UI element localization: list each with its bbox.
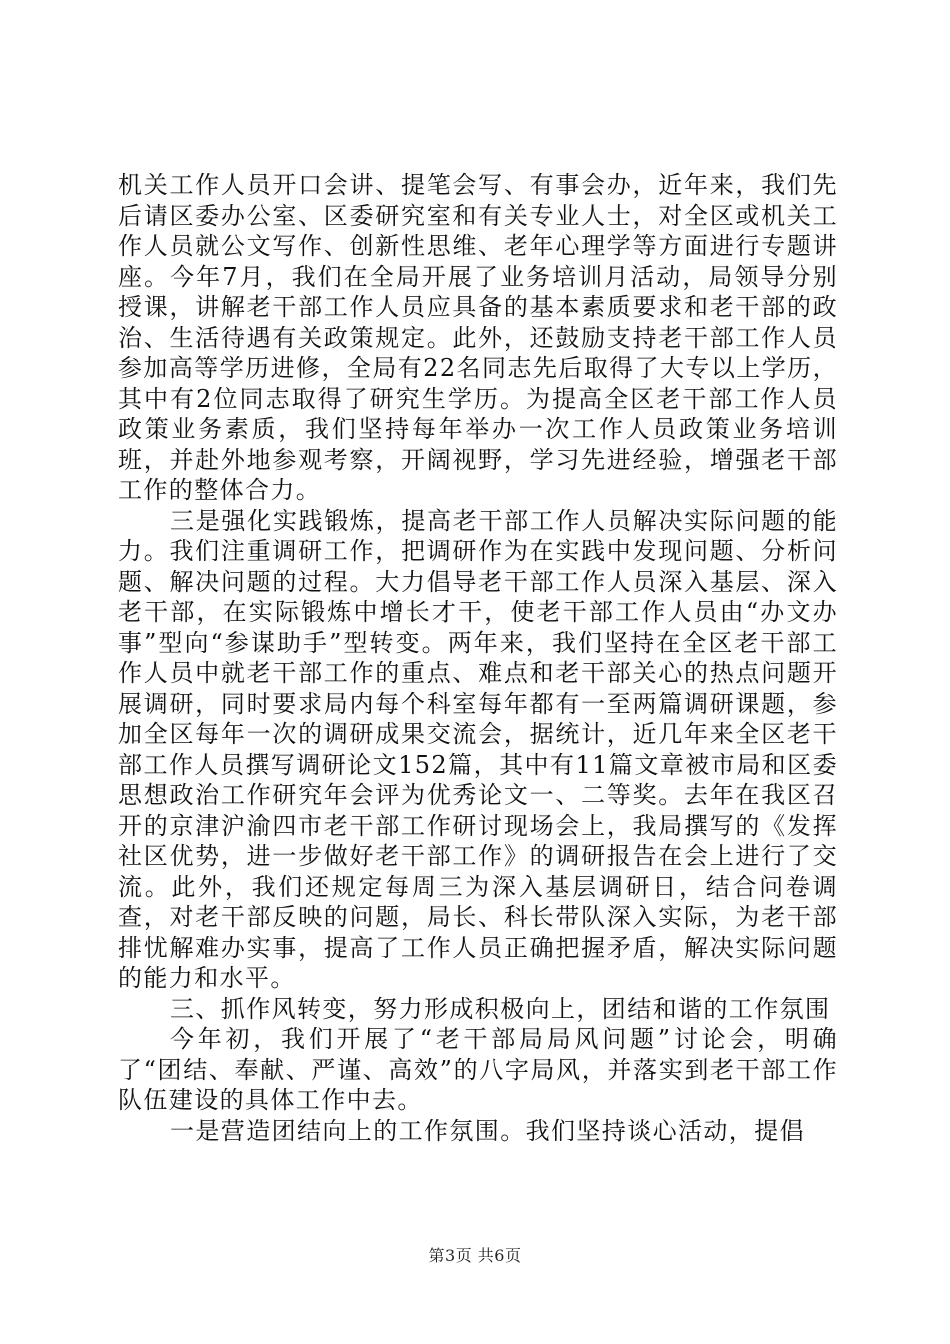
section-heading: 三、抓作风转变，努力形成积极向上，团结和谐的工作氛围 xyxy=(170,994,831,1023)
paragraph-1: 机关工作人员开口会讲、提笔会写、有事会办，近年来，我们先后请区委办公室、区委研究室和有关专业人士，对全区或机关工作人员就公文写作、创新性思维、老年心理学等方面进行专题讲座。今年7月，我们在全局开展了业务培训月活动，局领导分别授课，讲解老干部工作人员应具备的基本素质要求和老干部的政治、生活待遇有关政策规定。此外，还鼓励支持老干部工作人员参加高等学历进修，全局有22名同志先后取得了大专以上学历，其中有2位同志取得了研究生学历。为提高全区老干部工作人员政策业务素质，我们坚持每年举办一次工作人员政策业务培训班，并赴外地参观考察，开阔视野，学习先进经验，增强老干部工作的整体合力。 xyxy=(118,171,838,504)
paragraph-4: 一是营造团结向上的工作氛围。我们坚持谈心活动，提倡 xyxy=(170,1116,805,1145)
page-footer: 第3页 共6页 xyxy=(428,1246,522,1265)
paragraph-2: 三是强化实践锻炼，提高老干部工作人员解决实际问题的能力。我们注重调研工作，把调研作为在实践中发现问题、分析问题、解决问题的过程。大力倡导老干部工作人员深入基层、深入老干部，在实际锻炼中增长才干，使老干部工作人员由“办文办事”型向“参谋助手”型转变。两年来，我们坚持在全区老干部工作人员中就老干部工作的重点、难点和老干部关心的热点问题开展调研，同时要求局内每个科室每年都有一至两篇调研课题，参加全区每年一次的调研成果交流会，据统计，近几年来全区老干部工作人员撰写调研论文152篇，其中有11篇文章被市局和区委思想政治工作研究年会评为优秀论文一、二等奖。去年在我区召开的京津沪渝四市老干部工作研讨现场会上，我局撰写的《发挥社区优势，进一步做好老干部工作》的调研报告在会上进行了交流。此外，我们还规定每周三为深入基层调研日，结合问卷调查，对老干部反映的问题，局长、科长带队深入实际，为老干部排忧解难办实事，提高了工作人员正确把握矛盾，解决实际问题的能力和水平。 xyxy=(118,506,838,992)
paragraph-3: 今年初，我们开展了“老干部局局风问题”讨论会，明确了“团结、奉献、严谨、高效”的八字局风，并落实到老干部工作队伍建设的具体工作中去。 xyxy=(118,1025,838,1114)
document-body xyxy=(118,170,838,1146)
